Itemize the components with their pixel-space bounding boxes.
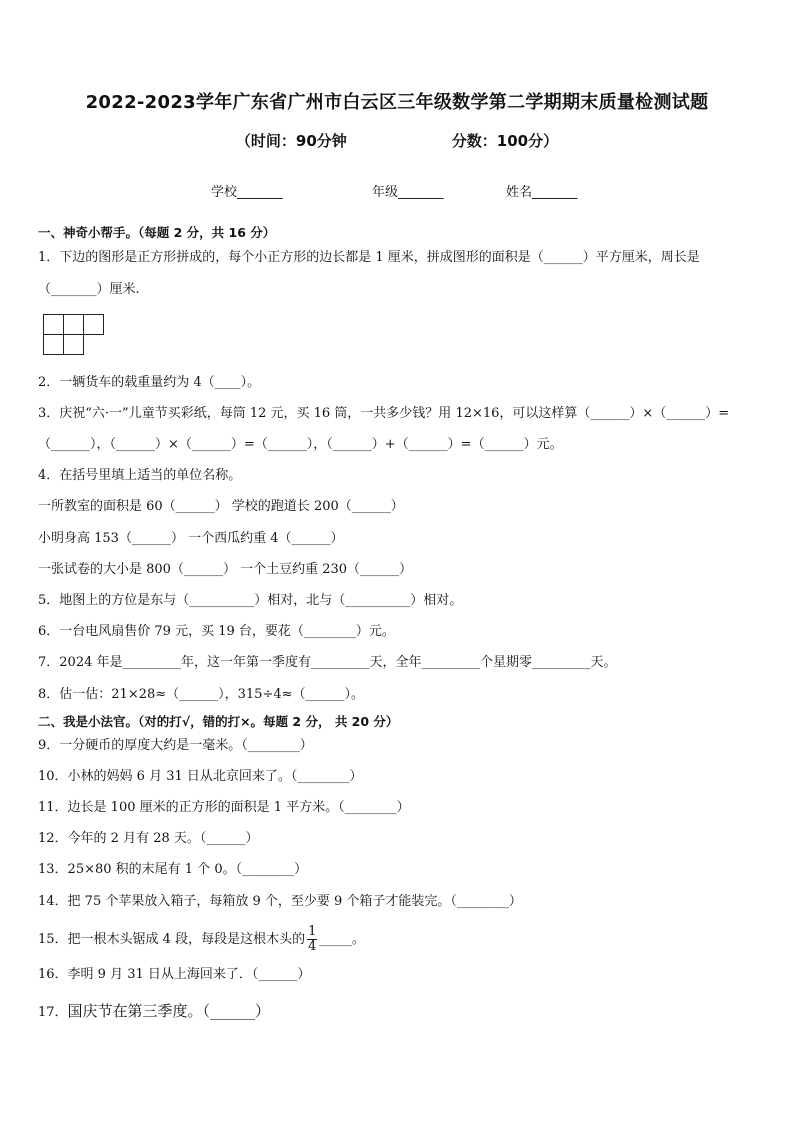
name-field: 姓名_______: [506, 185, 578, 200]
page-title: 2022-2023学年广东省广州市白云区三年级数学第二学期期末质量检测试题: [85, 92, 709, 113]
question-15-text: 15．把一根木头锯成 4 段，每段是这根木头的: [38, 932, 306, 947]
question-1-line-1: 1．下边的图形是正方形拼成的，每个小正方形的边长都是 1 厘米，拼成图形的面积是（______）平方厘米，周长是: [38, 250, 700, 265]
question-12: 12．今年的 2 月有 28 天。（______）: [38, 831, 259, 846]
school-field: 学校_______: [211, 185, 283, 200]
question-7: 7．2024 年是_________年，这一年第一季度有_________天，全年_________个星期零_________天。: [38, 655, 617, 670]
question-3-line-1: 3．庆祝“六·一”儿童节买彩纸，每筒 12 元，买 16 筒，一共多少钱？用 12×16，可以这样算（______）×（______）=: [38, 406, 730, 421]
question-4-row-1: 一所教室的面积是 60（______） 学校的跑道长 200（______）: [38, 499, 404, 514]
question-11: 11．边长是 100 厘米的正方形的面积是 1 平方米。（________）: [38, 800, 410, 815]
question-3-line-2: （______），（______）×（______）=（______），（______）+（______）=（______）元。: [38, 437, 563, 452]
question-6: 6．一台电风扇售价 79 元，买 19 台，要花（________）元。: [38, 624, 395, 639]
question-10: 10．小林的妈妈 6 月 31 日从北京回来了。（________）: [38, 769, 363, 784]
question-4-row-2: 小明身高 153（______） 一个西瓜约重 4（______）: [38, 531, 344, 546]
question-4: 4．在括号里填上适当的单位名称。: [38, 468, 242, 483]
question-9: 9．一分硬币的厚度大约是一毫米。（________）: [38, 738, 313, 753]
square-cell: [83, 314, 104, 335]
question-17: [38, 1002, 270, 1022]
square-cell: [43, 314, 64, 335]
exam-meta: [0, 130, 794, 151]
question-14: 14．把 75 个苹果放入箱子，每箱放 9 个，至少要 9 个箱子才能装完。（________）: [38, 894, 522, 909]
question-16: 16．李明 9 月 31 日从上海回来了．（______）: [38, 967, 311, 982]
question-2: 2．一辆货车的载重量约为 4（____）。: [38, 375, 261, 390]
grade-field: 年级_______: [372, 185, 444, 200]
question-13: 13．25×80 积的末尾有 1 个 0。（________）: [38, 862, 308, 877]
question-15: [38, 925, 365, 954]
square-cell: [63, 314, 84, 335]
question-8: 8．估一估：21×28≈（______），315÷4≈（______）。: [38, 687, 365, 702]
section-2-heading: 二、我是小法官。（对的打√，错的打×。每题 2 分， 共 20 分）: [38, 714, 399, 729]
question-5: 5．地图上的方位是东与（__________）相对，北与（__________）相对。: [38, 593, 463, 608]
time-label: （时间：90分钟: [235, 132, 347, 150]
score-label: 分数：100分）: [451, 132, 559, 150]
question-17-number: 17．: [38, 1005, 68, 1020]
square-cell: [63, 334, 84, 355]
question-4-row-3: 一张试卷的大小是 800（______） 一个土豆约重 230（______）: [38, 562, 413, 577]
question-1-line-2: （_______）厘米.: [38, 282, 140, 297]
fraction-numerator: 1: [308, 924, 317, 939]
fraction-denominator: 4: [308, 939, 317, 954]
square-cell: [43, 334, 64, 355]
fraction: [307, 925, 317, 954]
section-1-heading: 一、神奇小帮手。（每题 2 分，共 16 分）: [38, 225, 276, 240]
question-15-blank: _____。: [319, 932, 365, 947]
question-17-text: 国庆节在第三季度。（______）: [67, 1002, 271, 1020]
